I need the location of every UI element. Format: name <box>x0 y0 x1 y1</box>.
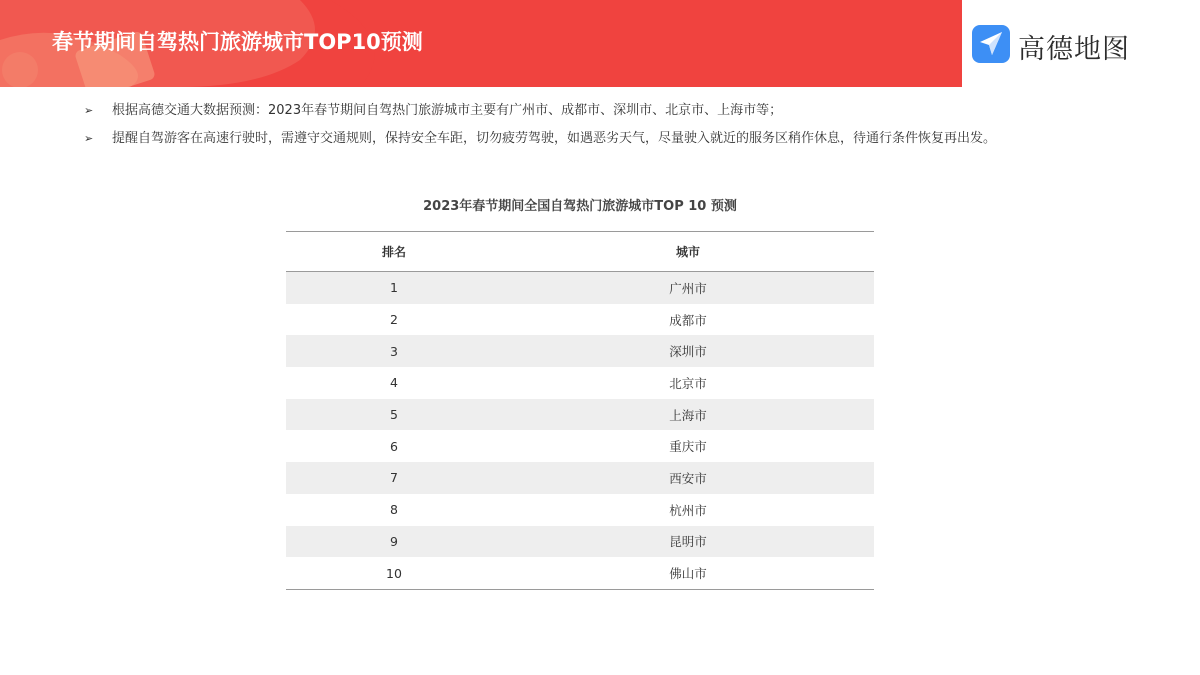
rank-cell: 9 <box>390 533 398 549</box>
note-item <box>84 130 1164 158</box>
page-title: 春节期间自驾热门旅游城市TOP10预测 <box>52 30 423 54</box>
rank-cell: 2 <box>390 312 398 328</box>
table-row <box>286 462 874 494</box>
city-cell: 昆明市 <box>669 534 707 550</box>
table-row <box>286 399 874 431</box>
table-bottom-rule <box>286 589 874 590</box>
arrow-bullet-icon: ➢ <box>84 132 94 145</box>
rank-cell: 6 <box>390 438 398 454</box>
city-cell: 重庆市 <box>669 439 707 455</box>
city-cell: 上海市 <box>669 407 707 423</box>
table-row <box>286 430 874 462</box>
city-cell: 广州市 <box>669 280 707 296</box>
rank-cell: 1 <box>390 280 398 296</box>
city-cell: 西安市 <box>669 470 707 486</box>
note-text: 提醒自驾游客在高速行驶时，需遵守交通规则，保持安全车距，切勿疲劳驾驶，如遇恶劣天气，尽量驶入就近的服务区稍作休息，待通行条件恢复再出发。 <box>112 131 997 146</box>
header-banner <box>0 0 1200 87</box>
note-item <box>84 102 1164 130</box>
table-row <box>286 272 874 304</box>
city-cell: 成都市 <box>669 312 707 328</box>
table-title: 2023年春节期间全国自驾热门旅游城市TOP 10 预测 <box>423 199 737 214</box>
header-city: 城市 <box>675 245 700 259</box>
city-cell: 北京市 <box>669 375 707 391</box>
rank-cell: 3 <box>390 343 398 359</box>
city-cell: 佛山市 <box>669 566 707 582</box>
rank-cell: 10 <box>386 565 402 581</box>
table-header-row <box>286 231 874 272</box>
rank-cell: 5 <box>390 407 398 423</box>
city-cell: 深圳市 <box>669 344 707 360</box>
table-row <box>286 526 874 558</box>
rank-cell: 8 <box>390 502 398 518</box>
header-rank: 排名 <box>381 245 406 259</box>
rank-cell: 7 <box>390 470 398 486</box>
rank-cell: 4 <box>390 375 398 391</box>
table-row <box>286 367 874 399</box>
notes-list <box>84 102 1164 158</box>
brand-logo <box>962 0 1200 87</box>
table-row <box>286 494 874 526</box>
table-row <box>286 304 874 336</box>
paper-plane-icon <box>972 25 1010 63</box>
city-cell: 杭州市 <box>669 502 707 518</box>
table-row <box>286 335 874 367</box>
table-row <box>286 557 874 589</box>
arrow-bullet-icon: ➢ <box>84 104 94 117</box>
ranking-table <box>286 231 874 590</box>
note-text: 根据高德交通大数据预测：2023年春节期间自驾热门旅游城市主要有广州市、成都市、深圳市、北京市、上海市等； <box>112 103 783 118</box>
logo-text: 高德地图 <box>1018 34 1130 65</box>
